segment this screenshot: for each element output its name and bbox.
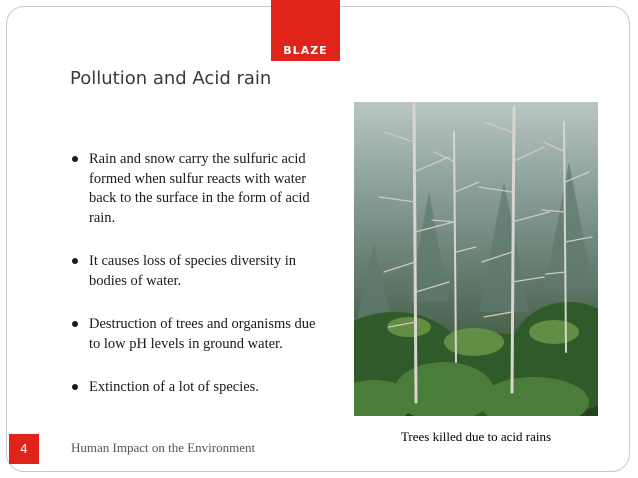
bullet-item <box>70 378 330 398</box>
bullet-text: Destruction of trees and organisms due to low pH levels in ground water. <box>89 316 316 352</box>
brand-logo <box>271 0 340 61</box>
photo-caption: Trees killed due to acid rains <box>400 429 552 444</box>
bullet-item <box>70 150 330 228</box>
bullet-list <box>70 150 330 422</box>
bullet-dot-icon <box>72 384 78 390</box>
footer-text: Human Impact on the Environment <box>71 440 256 455</box>
page-number: 4 <box>9 434 39 464</box>
bullet-text: Rain and snow carry the sulfuric acid formed when sulfur reacts with water back to the surface in the form of acid rain. <box>89 151 310 226</box>
bullet-text: It causes loss of species diversity in bodies of water. <box>89 253 296 289</box>
logo-text: BLAZE <box>283 44 328 57</box>
bullet-dot-icon <box>72 156 78 162</box>
bullet-item <box>70 315 330 354</box>
bullet-text: Extinction of a lot of species. <box>89 379 259 395</box>
forest-photo <box>354 102 598 416</box>
bullet-item <box>70 252 330 291</box>
slide-title: Pollution and Acid rain <box>70 68 272 89</box>
bullet-dot-icon <box>72 321 78 327</box>
dead-trees-illustration <box>354 102 598 416</box>
bullet-dot-icon <box>72 258 78 264</box>
